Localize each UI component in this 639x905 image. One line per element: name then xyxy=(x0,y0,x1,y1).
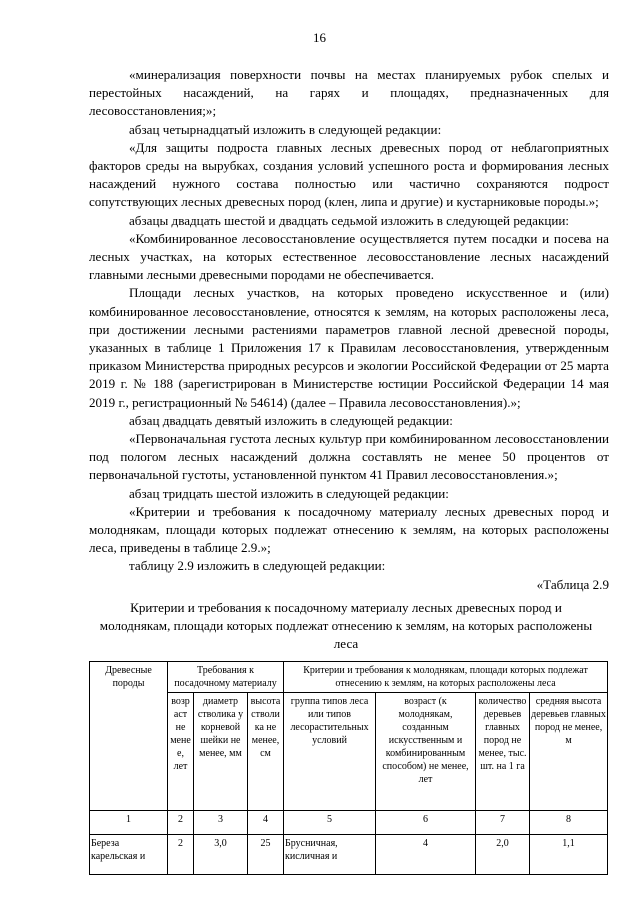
page-number: 16 xyxy=(313,30,326,45)
paragraph: абзацы двадцать шестой и двадцать седьмой изложить в следующей редакции: xyxy=(129,212,570,228)
cell-species: Береза карельская и xyxy=(90,835,168,875)
table-row xyxy=(90,835,608,875)
paragraph: таблицу 2.9 изложить в следующей редакции: xyxy=(129,558,386,574)
header-species: Древесные породы xyxy=(90,662,168,811)
subheader-cell: возраст не менее, лет xyxy=(168,693,194,811)
paragraph: абзац четырнадцатый изложить в следующей редакции: xyxy=(129,121,442,137)
paragraph: «Комбинированное лесовосстановление осуществляется путем посадки и посева на лесных участках, на которых естественное лесовосстановление лесных насаждений главными лесными древесными породами не обеспечивается. xyxy=(89,230,609,283)
document-body xyxy=(89,66,609,594)
column-number: 2 xyxy=(168,811,194,835)
cell-seedling-age: 2 xyxy=(168,835,194,875)
column-number: 3 xyxy=(194,811,248,835)
paragraph: «минерализация поверхности почвы на местах планируемых рубок спелых и перестойных насаждений, на гарях и площадях, предназначенных для лесовосстановления;»; xyxy=(89,67,609,119)
column-number-row xyxy=(90,811,608,835)
column-number: 8 xyxy=(530,811,608,835)
table-header-row xyxy=(90,662,608,693)
subheader-cell: возраст (к молоднякам, созданным искусственным и комбинированным способом) не менее, лет xyxy=(376,693,476,811)
criteria-table xyxy=(89,661,608,875)
table-label: «Таблица 2.9 xyxy=(536,576,609,592)
cell-tree-count: 2,0 xyxy=(476,835,530,875)
table-caption: Критерии и требования к посадочному материалу лесных древесных пород и молоднякам, площади которых подлежат отнесению к землям, на которых расположены леса xyxy=(99,600,593,651)
paragraph: Площади лесных участков, на которых проведено искусственное и (или) комбинированное лесовосстановление, относятся к землям, на которых расположены леса, при достижении лесными растениями параметров главной лесной древесной породы, указанных в таблице 1 Приложения 17 к Правилам лесовосстановления, утвержденным приказом Министерства природных ресурсов и экологии Российской Федерации от 25 марта 2019 г. № 188 (зарегистрирован в Министерстве юстиции Российской Федерации 14 мая 2019 г., регистрационный № 54614) (далее – Правила лесовосстановления).»; xyxy=(89,285,609,410)
subheader-cell: высота стволика не менее, см xyxy=(248,693,284,811)
column-number: 6 xyxy=(376,811,476,835)
cell-avg-height: 1,1 xyxy=(530,835,608,875)
column-number: 7 xyxy=(476,811,530,835)
paragraph: «Для защиты подроста главных лесных древесных пород от неблагоприятных факторов среды на вырубках, создания условий успешного роста и формирования лесных насаждений нужного состава полностью или частично сохраняются подрост сопутствующих лесных древесных пород (клен, липа и другие) и кустарниковые породы.»; xyxy=(89,139,609,210)
subheader-cell: количество деревьев главных пород не менее, тыс. шт. на 1 га xyxy=(476,693,530,811)
header-young-stands: Критерии и требования к молоднякам, площади которых подлежат отнесению к землям, на которых расположены леса xyxy=(284,662,608,693)
table-subheader-row xyxy=(90,693,608,811)
cell-height: 25 xyxy=(248,835,284,875)
cell-forest-type: Брусничная, кисличная и xyxy=(284,835,376,875)
column-number: 4 xyxy=(248,811,284,835)
header-seedling: Требования к посадочному материалу xyxy=(168,662,284,693)
cell-diameter: 3,0 xyxy=(194,835,248,875)
subheader-cell: средняя высота деревьев главных пород не менее, м xyxy=(530,693,608,811)
cell-young-age: 4 xyxy=(376,835,476,875)
paragraph: абзац тридцать шестой изложить в следующей редакции: xyxy=(129,485,449,501)
column-number: 5 xyxy=(284,811,376,835)
column-number: 1 xyxy=(90,811,168,835)
paragraph: «Первоначальная густота лесных культур при комбинированном лесовосстановлении под пологом лесных насаждений должна составлять не менее 50 процентов от первоначальной густоты, установленной пунктом 41 Правил лесовосстановления.»; xyxy=(89,431,609,483)
paragraph: «Критерии и требования к посадочному материалу лесных древесных пород и молоднякам, площади которых подлежат отнесению к землям, на которых расположены леса, приведены в таблице 2.9.»; xyxy=(89,503,609,556)
paragraph: абзац двадцать девятый изложить в следующей редакции: xyxy=(129,412,453,428)
subheader-cell: диаметр стволика у корневой шейки не менее, мм xyxy=(194,693,248,811)
subheader-cell: группа типов леса или типов лесорастительных условий xyxy=(284,693,376,811)
